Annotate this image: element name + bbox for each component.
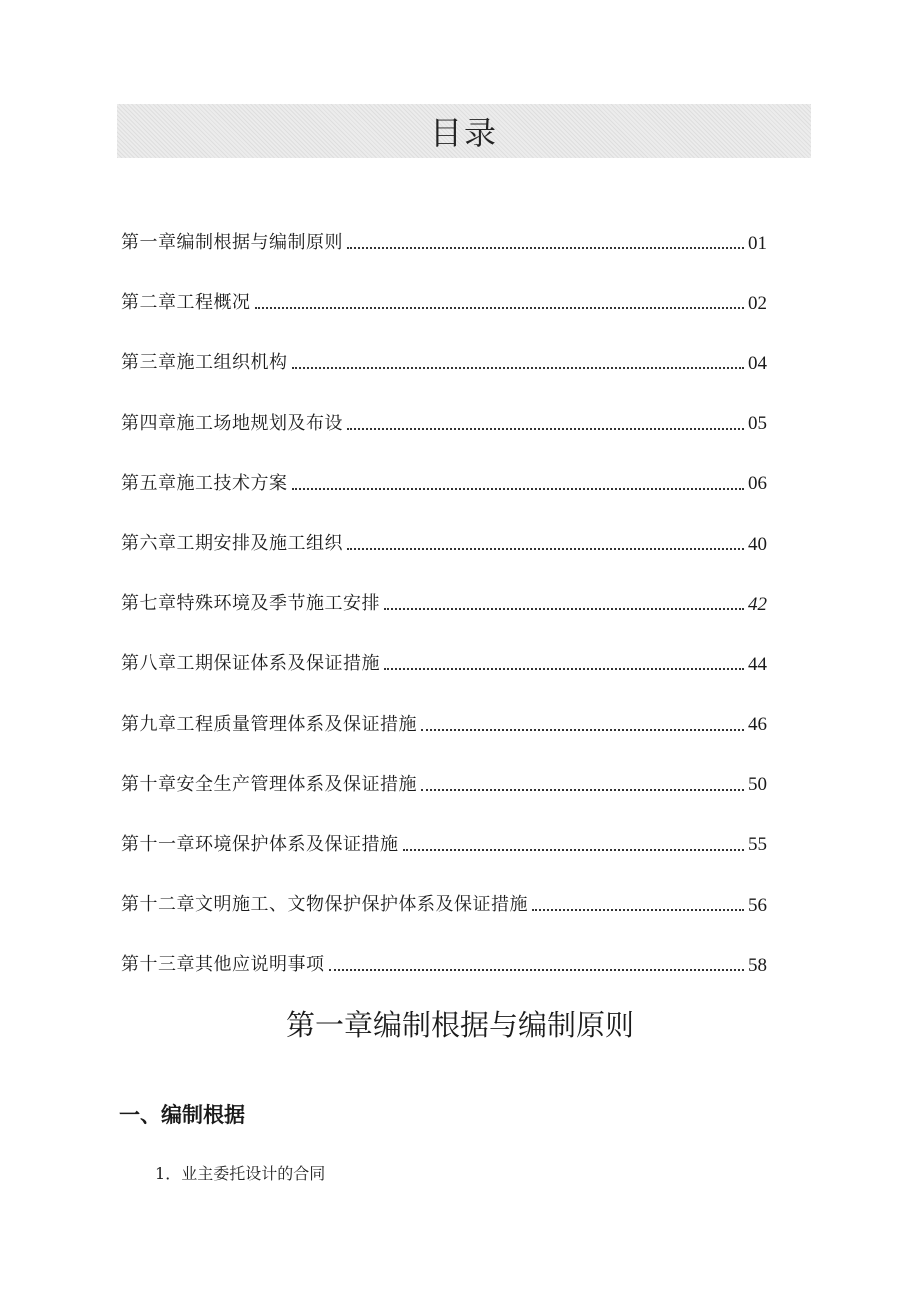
toc-entry-page: 58 bbox=[748, 954, 767, 976]
toc-entry-page: 44 bbox=[748, 653, 767, 675]
toc-entry-chapter-7[interactable] bbox=[121, 574, 767, 634]
toc-entry-chapter-8[interactable] bbox=[121, 634, 767, 694]
toc-entry-chapter-12[interactable] bbox=[121, 875, 767, 935]
list-item-number: 1 bbox=[155, 1164, 166, 1183]
table-of-contents bbox=[121, 213, 767, 995]
toc-entry-chapter-3[interactable] bbox=[121, 333, 767, 393]
toc-entry-label: 第一章编制根据与编制原则 bbox=[121, 232, 343, 254]
toc-entry-chapter-1[interactable] bbox=[121, 213, 767, 273]
toc-entry-chapter-6[interactable] bbox=[121, 514, 767, 574]
toc-dot-leader bbox=[384, 668, 744, 670]
toc-entry-label: 第十章安全生产管理体系及保证措施 bbox=[121, 773, 417, 795]
toc-entry-page: 40 bbox=[748, 533, 767, 555]
toc-dot-leader bbox=[347, 548, 744, 550]
toc-entry-label: 第五章施工技术方案 bbox=[121, 472, 288, 494]
toc-entry-label: 第十二章文明施工、文物保护保护体系及保证措施 bbox=[121, 894, 528, 916]
toc-dot-leader bbox=[347, 247, 744, 249]
toc-entry-label: 第十三章其他应说明事项 bbox=[121, 954, 325, 976]
toc-entry-chapter-4[interactable] bbox=[121, 394, 767, 454]
toc-entry-chapter-2[interactable] bbox=[121, 273, 767, 333]
toc-entry-label: 第十一章环境保护体系及保证措施 bbox=[121, 833, 399, 855]
toc-entry-chapter-9[interactable] bbox=[121, 695, 767, 755]
section-title: 一、编制根据 bbox=[119, 1103, 245, 1127]
toc-title: 目录 bbox=[429, 114, 498, 152]
toc-entry-chapter-11[interactable] bbox=[121, 815, 767, 875]
toc-entry-page: 02 bbox=[748, 292, 767, 314]
toc-title-banner bbox=[117, 104, 811, 158]
list-item-text: ．业主委托设计的合同 bbox=[165, 1164, 326, 1183]
toc-entry-label: 第三章施工组织机构 bbox=[121, 352, 288, 374]
toc-entry-label: 第八章工期保证体系及保证措施 bbox=[121, 653, 380, 675]
toc-dot-leader bbox=[292, 488, 745, 490]
chapter-title: 第一章编制根据与编制原则 bbox=[285, 1008, 634, 1042]
toc-entry-chapter-13[interactable] bbox=[121, 935, 767, 995]
toc-entry-page: 46 bbox=[748, 714, 767, 736]
toc-dot-leader bbox=[421, 789, 744, 791]
toc-dot-leader bbox=[255, 307, 745, 309]
toc-entry-label: 第四章施工场地规划及布设 bbox=[121, 412, 343, 434]
toc-entry-page: 01 bbox=[748, 232, 767, 254]
toc-dot-leader bbox=[403, 849, 745, 851]
toc-entry-page: 06 bbox=[748, 473, 767, 495]
toc-entry-page: 50 bbox=[748, 774, 767, 796]
toc-entry-page: 55 bbox=[748, 834, 767, 856]
toc-entry-label: 第七章特殊环境及季节施工安排 bbox=[121, 593, 380, 615]
toc-dot-leader bbox=[532, 909, 744, 911]
toc-dot-leader bbox=[421, 729, 744, 731]
toc-entry-chapter-10[interactable] bbox=[121, 755, 767, 815]
toc-entry-chapter-5[interactable] bbox=[121, 454, 767, 514]
toc-entry-label: 第二章工程概况 bbox=[121, 292, 251, 314]
toc-dot-leader bbox=[329, 969, 745, 971]
toc-entry-page: 05 bbox=[748, 413, 767, 435]
toc-entry-page: 42 bbox=[748, 593, 767, 615]
toc-entry-page: 04 bbox=[748, 352, 767, 374]
toc-entry-page: 56 bbox=[748, 894, 767, 916]
toc-entry-label: 第六章工期安排及施工组织 bbox=[121, 533, 343, 555]
toc-dot-leader bbox=[347, 428, 744, 430]
toc-entry-label: 第九章工程质量管理体系及保证措施 bbox=[121, 713, 417, 735]
list-item bbox=[155, 1161, 325, 1184]
toc-dot-leader bbox=[384, 608, 744, 610]
toc-dot-leader bbox=[292, 367, 745, 369]
